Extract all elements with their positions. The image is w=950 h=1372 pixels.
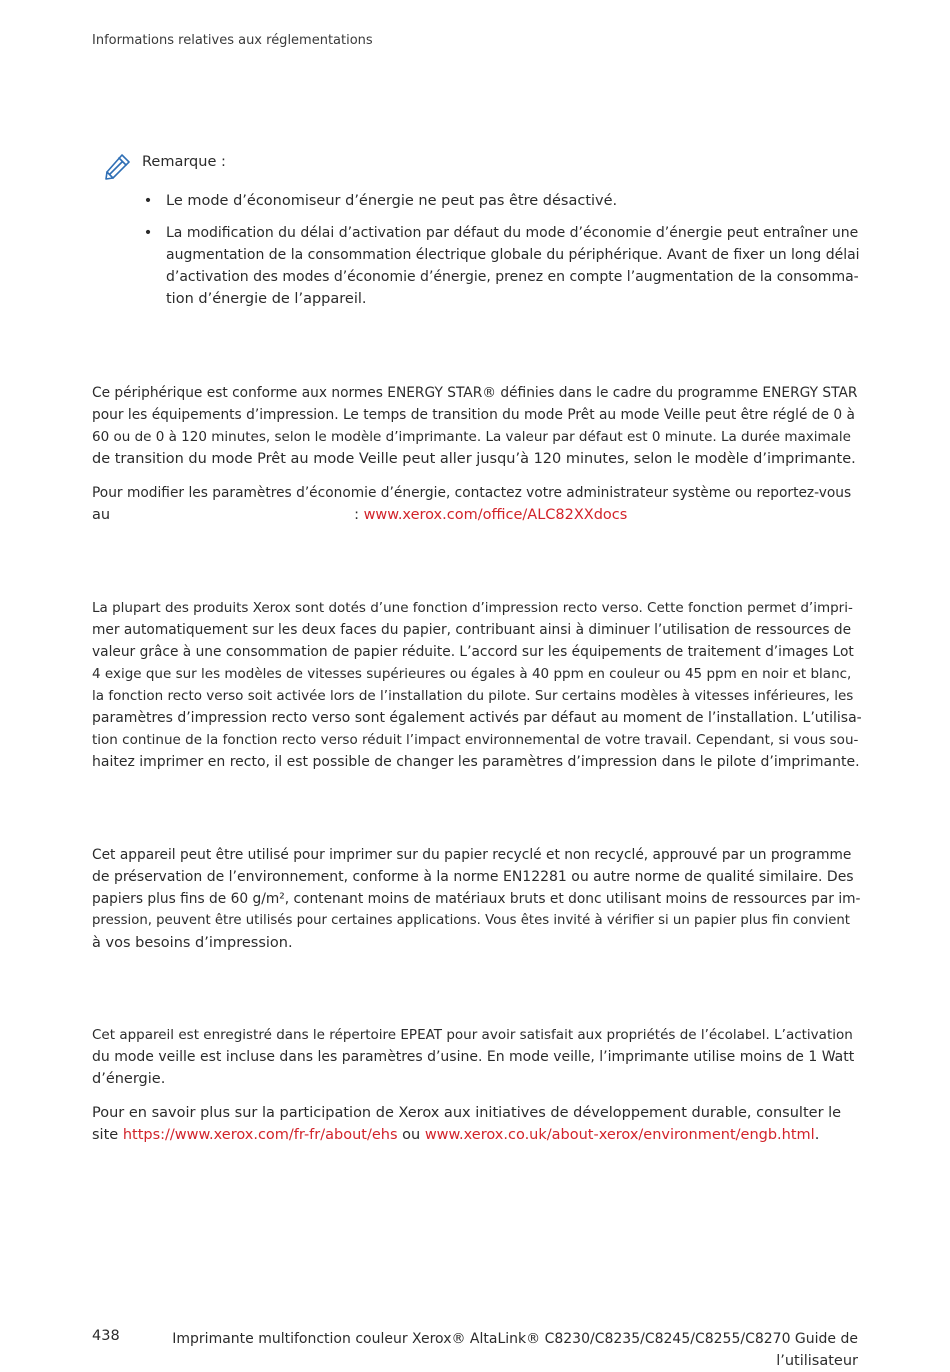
text-line: d’activation des modes d’économie d’énergie, prenez en compte l’augmentation de la consomma-	[166, 269, 859, 285]
text-line: du mode veille est incluse dans les paramètres d’usine. En mode veille, l’imprimante utilise moins de 1 Watt	[92, 1049, 855, 1065]
page-number: 438	[92, 1328, 120, 1344]
footer-title	[168, 1328, 858, 1372]
text-line: de transition du mode Prêt au mode Veille peut aller jusqu’à 120 minutes, selon le modèle d’imprimante.	[92, 451, 856, 467]
running-header: Informations relatives aux réglementations	[92, 33, 373, 48]
note-bullet-item	[142, 190, 862, 212]
text-line: pression, peuvent être utilisés pour certaines applications. Vous êtes invité à vérifier si un papier plus fin convient	[92, 913, 850, 928]
text-line: La modification du délai d’activation par défaut du mode d’économie d’énergie peut entraîner une	[166, 225, 859, 241]
docs-link[interactable]: www.xerox.com/office/ALC82XXdocs	[363, 507, 628, 523]
text-line: de préservation de l’environnement, conforme à la norme EN12281 ou autre norme de qualité similaire. Des	[92, 869, 854, 885]
text-line: la fonction recto verso soit activée lors de l’installation du pilote. Sur certains modèles à vitesses inférieures, les	[92, 688, 854, 704]
text-line: Cet appareil est enregistré dans le répertoire EPEAT pour avoir satisfait aux propriétés de l’écolabel. L’activation	[92, 1027, 853, 1043]
site-prefix: site	[92, 1127, 119, 1143]
text-line	[92, 1124, 862, 1146]
text-line	[92, 504, 862, 526]
bullet-icon: •	[143, 193, 153, 209]
note-bullet-item	[142, 222, 862, 310]
text-line: paramètres d’impression recto verso sont également activés par défaut au moment de l’installation. L’utilisa-	[92, 710, 862, 726]
pencil-icon	[102, 152, 132, 182]
text-line: à vos besoins d’impression.	[92, 935, 293, 951]
text-line: tion continue de la fonction recto verso réduit l’impact environnemental de votre travail. Cependant, si vous sou-	[92, 732, 859, 748]
text-line: mer automatiquement sur les deux faces du papier, contribuant ainsi à diminuer l’utilisation de ressources de	[92, 622, 852, 638]
text-line: 4 exige que sur les modèles de vitesses supérieures ou égales à 40 ppm en couleur ou 45 ppm en noir et blanc,	[92, 666, 852, 682]
duplex-paragraph	[92, 597, 862, 773]
text-line: Pour modifier les paramètres d’économie d’énergie, contactez votre administrateur système ou reportez-vous	[92, 485, 852, 501]
footer-title-line: Imprimante multifonction couleur Xerox® AltaLink® C8230/C8235/C8245/C8255/C8270 Guide de	[172, 1331, 858, 1347]
settings-prefix: au	[92, 507, 111, 523]
energy-star-paragraph	[92, 382, 862, 470]
footer-title-line: l’utilisateur	[776, 1353, 858, 1369]
environment-link[interactable]: www.xerox.co.uk/about-xerox/environment/engb.html	[424, 1127, 815, 1143]
paper-paragraph	[92, 844, 862, 954]
text-line: valeur grâce à une consommation de papier réduite. L’accord sur les équipements de traitement d’images Lot	[92, 644, 854, 660]
epeat-paragraph	[92, 1024, 862, 1090]
text-line: haitez imprimer en recto, il est possible de changer les paramètres d’impression dans le pilote d’imprimante.	[92, 754, 860, 770]
settings-colon: :	[354, 507, 359, 523]
text-line: tion d’énergie de l’appareil.	[166, 291, 367, 307]
text-line: 60 ou de 0 à 120 minutes, selon le modèle d’imprimante. La valeur par défaut est 0 minute. La durée maximale	[92, 429, 851, 445]
energy-settings-paragraph	[92, 482, 862, 526]
text-line: La plupart des produits Xerox sont dotés d’une fonction d’impression recto verso. Cette fonction permet d’impri-	[92, 600, 853, 616]
text-line: d’énergie.	[92, 1071, 166, 1087]
text-line: Ce périphérique est conforme aux normes ENERGY STAR® définies dans le cadre du programme ENERGY STAR	[92, 385, 858, 401]
note-title: Remarque :	[142, 154, 226, 170]
bullet-icon: •	[143, 225, 153, 241]
ehs-link[interactable]: https://www.xerox.com/fr-fr/about/ehs	[122, 1127, 398, 1143]
or-text: ou	[402, 1127, 421, 1143]
text-line: augmentation de la consommation électrique globale du périphérique. Avant de fixer un long délai	[166, 247, 860, 263]
text-line: Pour en savoir plus sur la participation de Xerox aux initiatives de développement durable, consulter le	[92, 1105, 842, 1121]
note-list	[142, 190, 862, 320]
text-line: pour les équipements d’impression. Le temps de transition du mode Prêt au mode Veille peut être réglé de 0 à	[92, 407, 855, 423]
sustainability-paragraph	[92, 1102, 862, 1146]
text-line: Cet appareil peut être utilisé pour imprimer sur du papier recyclé et non recyclé, approuvé par un programme	[92, 847, 852, 863]
period-text: .	[814, 1127, 820, 1143]
text-line: papiers plus fins de 60 g/m², contenant moins de matériaux bruts et donc utilisant moins de ressources par im-	[92, 891, 861, 907]
text-line: Le mode d’économiseur d’énergie ne peut pas être désactivé.	[166, 193, 618, 209]
